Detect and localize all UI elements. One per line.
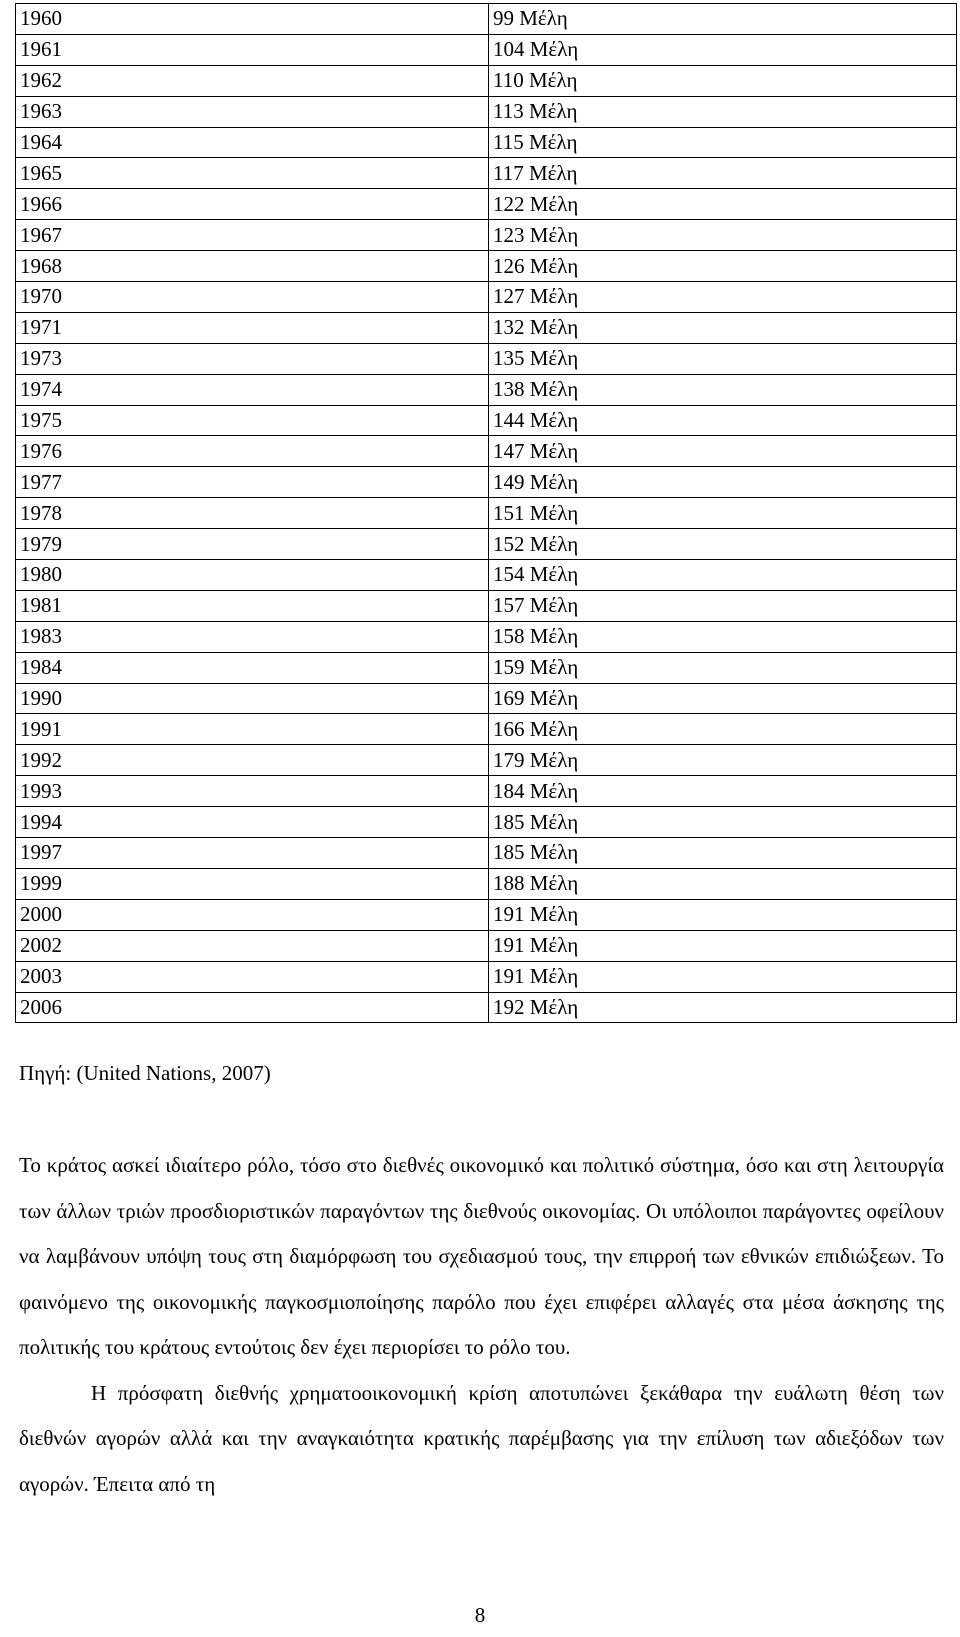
members-cell: 138 Μέλη	[489, 374, 957, 405]
table-row	[16, 251, 957, 282]
page-number: 8	[474, 1603, 486, 1627]
members-cell: 179 Μέλη	[489, 745, 957, 776]
paragraph-2: Η πρόσφατη διεθνής χρηματοοικονομική κρίση αποτυπώνει ξεκάθαρα την ευάλωτη θέση των διεθνών αγορών αλλά και την αναγκαιότητα κρατικής παρέμβασης για την επίλυση των αδιεξόδων των αγορών. Έπειτα από τη	[19, 1380, 944, 1496]
members-cell: 152 Μέλη	[489, 529, 957, 560]
table-row	[16, 745, 957, 776]
members-cell: 188 Μέλη	[489, 868, 957, 899]
year-cell: 1971	[16, 312, 489, 343]
table-row	[16, 838, 957, 869]
members-cell: 135 Μέλη	[489, 343, 957, 374]
year-cell: 1964	[16, 127, 489, 158]
table-row	[16, 868, 957, 899]
members-cell: 144 Μέλη	[489, 405, 957, 436]
year-cell: 1973	[16, 343, 489, 374]
members-cell: 151 Μέλη	[489, 498, 957, 529]
table-row	[16, 436, 957, 467]
table-row	[16, 529, 957, 560]
table-row	[16, 714, 957, 745]
body-text	[19, 1143, 944, 1507]
year-cell: 1960	[16, 4, 489, 35]
members-cell: 126 Μέλη	[489, 251, 957, 282]
membership-table	[15, 3, 957, 1023]
members-cell: 191 Μέλη	[489, 961, 957, 992]
table-source-note: Πηγή: (United Nations, 2007)	[19, 1061, 271, 1085]
table-row	[16, 405, 957, 436]
members-cell: 154 Μέλη	[489, 560, 957, 591]
members-cell: 191 Μέλη	[489, 899, 957, 930]
table-row	[16, 590, 957, 621]
table-row	[16, 96, 957, 127]
members-cell: 159 Μέλη	[489, 652, 957, 683]
year-cell: 1999	[16, 868, 489, 899]
members-cell: 185 Μέλη	[489, 807, 957, 838]
year-cell: 1994	[16, 807, 489, 838]
table-row	[16, 899, 957, 930]
year-cell: 1979	[16, 529, 489, 560]
members-cell: 147 Μέλη	[489, 436, 957, 467]
members-cell: 110 Μέλη	[489, 65, 957, 96]
members-cell: 132 Μέλη	[489, 312, 957, 343]
table-row	[16, 343, 957, 374]
table-row	[16, 4, 957, 35]
year-cell: 1992	[16, 745, 489, 776]
year-cell: 1978	[16, 498, 489, 529]
year-cell: 1975	[16, 405, 489, 436]
year-cell: 2000	[16, 899, 489, 930]
paragraph-1: Το κράτος ασκεί ιδιαίτερο ρόλο, τόσο στο διεθνές οικονομικό και πολιτικό σύστημα, όσο και στη λειτουργία των άλλων τριών προσδιοριστικών παραγόντων της διεθνούς οικονομίας. Οι υπόλοιποι παράγοντες οφείλουν να λαμβάνουν υπόψη τους στη διαμόρφωση του σχεδιασμού τους, την επιρροή των εθνικών επιδιώξεων. Το φαινόμενο της οικονομικής παγκοσμιοποίησης παρόλο που έχει επιφέρει αλλαγές στα μέσα άσκησης της πολιτικής του κράτους εντούτοις δεν έχει περιορίσει το ρόλο του.	[19, 1153, 944, 1359]
table-row	[16, 930, 957, 961]
table-row	[16, 776, 957, 807]
year-cell: 1963	[16, 96, 489, 127]
table-row	[16, 189, 957, 220]
year-cell: 2003	[16, 961, 489, 992]
members-cell: 157 Μέλη	[489, 590, 957, 621]
year-cell: 1981	[16, 590, 489, 621]
table-row	[16, 282, 957, 313]
year-cell: 1984	[16, 652, 489, 683]
table-row	[16, 34, 957, 65]
members-cell: 158 Μέλη	[489, 621, 957, 652]
year-cell: 1980	[16, 560, 489, 591]
table-row	[16, 158, 957, 189]
year-cell: 1993	[16, 776, 489, 807]
table-row	[16, 683, 957, 714]
year-cell: 1967	[16, 220, 489, 251]
year-cell: 1976	[16, 436, 489, 467]
membership-table-body	[16, 4, 957, 1023]
table-row	[16, 65, 957, 96]
table-row	[16, 807, 957, 838]
members-cell: 149 Μέλη	[489, 467, 957, 498]
table-row	[16, 498, 957, 529]
year-cell: 1997	[16, 838, 489, 869]
table-row	[16, 992, 957, 1023]
year-cell: 1970	[16, 282, 489, 313]
members-cell: 115 Μέλη	[489, 127, 957, 158]
year-cell: 1983	[16, 621, 489, 652]
year-cell: 1991	[16, 714, 489, 745]
table-row	[16, 652, 957, 683]
year-cell: 2002	[16, 930, 489, 961]
table-row	[16, 374, 957, 405]
members-cell: 185 Μέλη	[489, 838, 957, 869]
members-cell: 122 Μέλη	[489, 189, 957, 220]
year-cell: 1977	[16, 467, 489, 498]
year-cell: 1968	[16, 251, 489, 282]
table-row	[16, 961, 957, 992]
table-row	[16, 467, 957, 498]
year-cell: 2006	[16, 992, 489, 1023]
members-cell: 99 Μέλη	[489, 4, 957, 35]
table-row	[16, 560, 957, 591]
members-cell: 117 Μέλη	[489, 158, 957, 189]
year-cell: 1965	[16, 158, 489, 189]
members-cell: 123 Μέλη	[489, 220, 957, 251]
year-cell: 1961	[16, 34, 489, 65]
members-cell: 104 Μέλη	[489, 34, 957, 65]
members-cell: 166 Μέλη	[489, 714, 957, 745]
table-row	[16, 220, 957, 251]
year-cell: 1962	[16, 65, 489, 96]
table-row	[16, 127, 957, 158]
year-cell: 1966	[16, 189, 489, 220]
members-cell: 113 Μέλη	[489, 96, 957, 127]
members-cell: 192 Μέλη	[489, 992, 957, 1023]
year-cell: 1974	[16, 374, 489, 405]
members-cell: 191 Μέλη	[489, 930, 957, 961]
table-row	[16, 621, 957, 652]
table-row	[16, 312, 957, 343]
members-cell: 184 Μέλη	[489, 776, 957, 807]
members-cell: 169 Μέλη	[489, 683, 957, 714]
members-cell: 127 Μέλη	[489, 282, 957, 313]
year-cell: 1990	[16, 683, 489, 714]
